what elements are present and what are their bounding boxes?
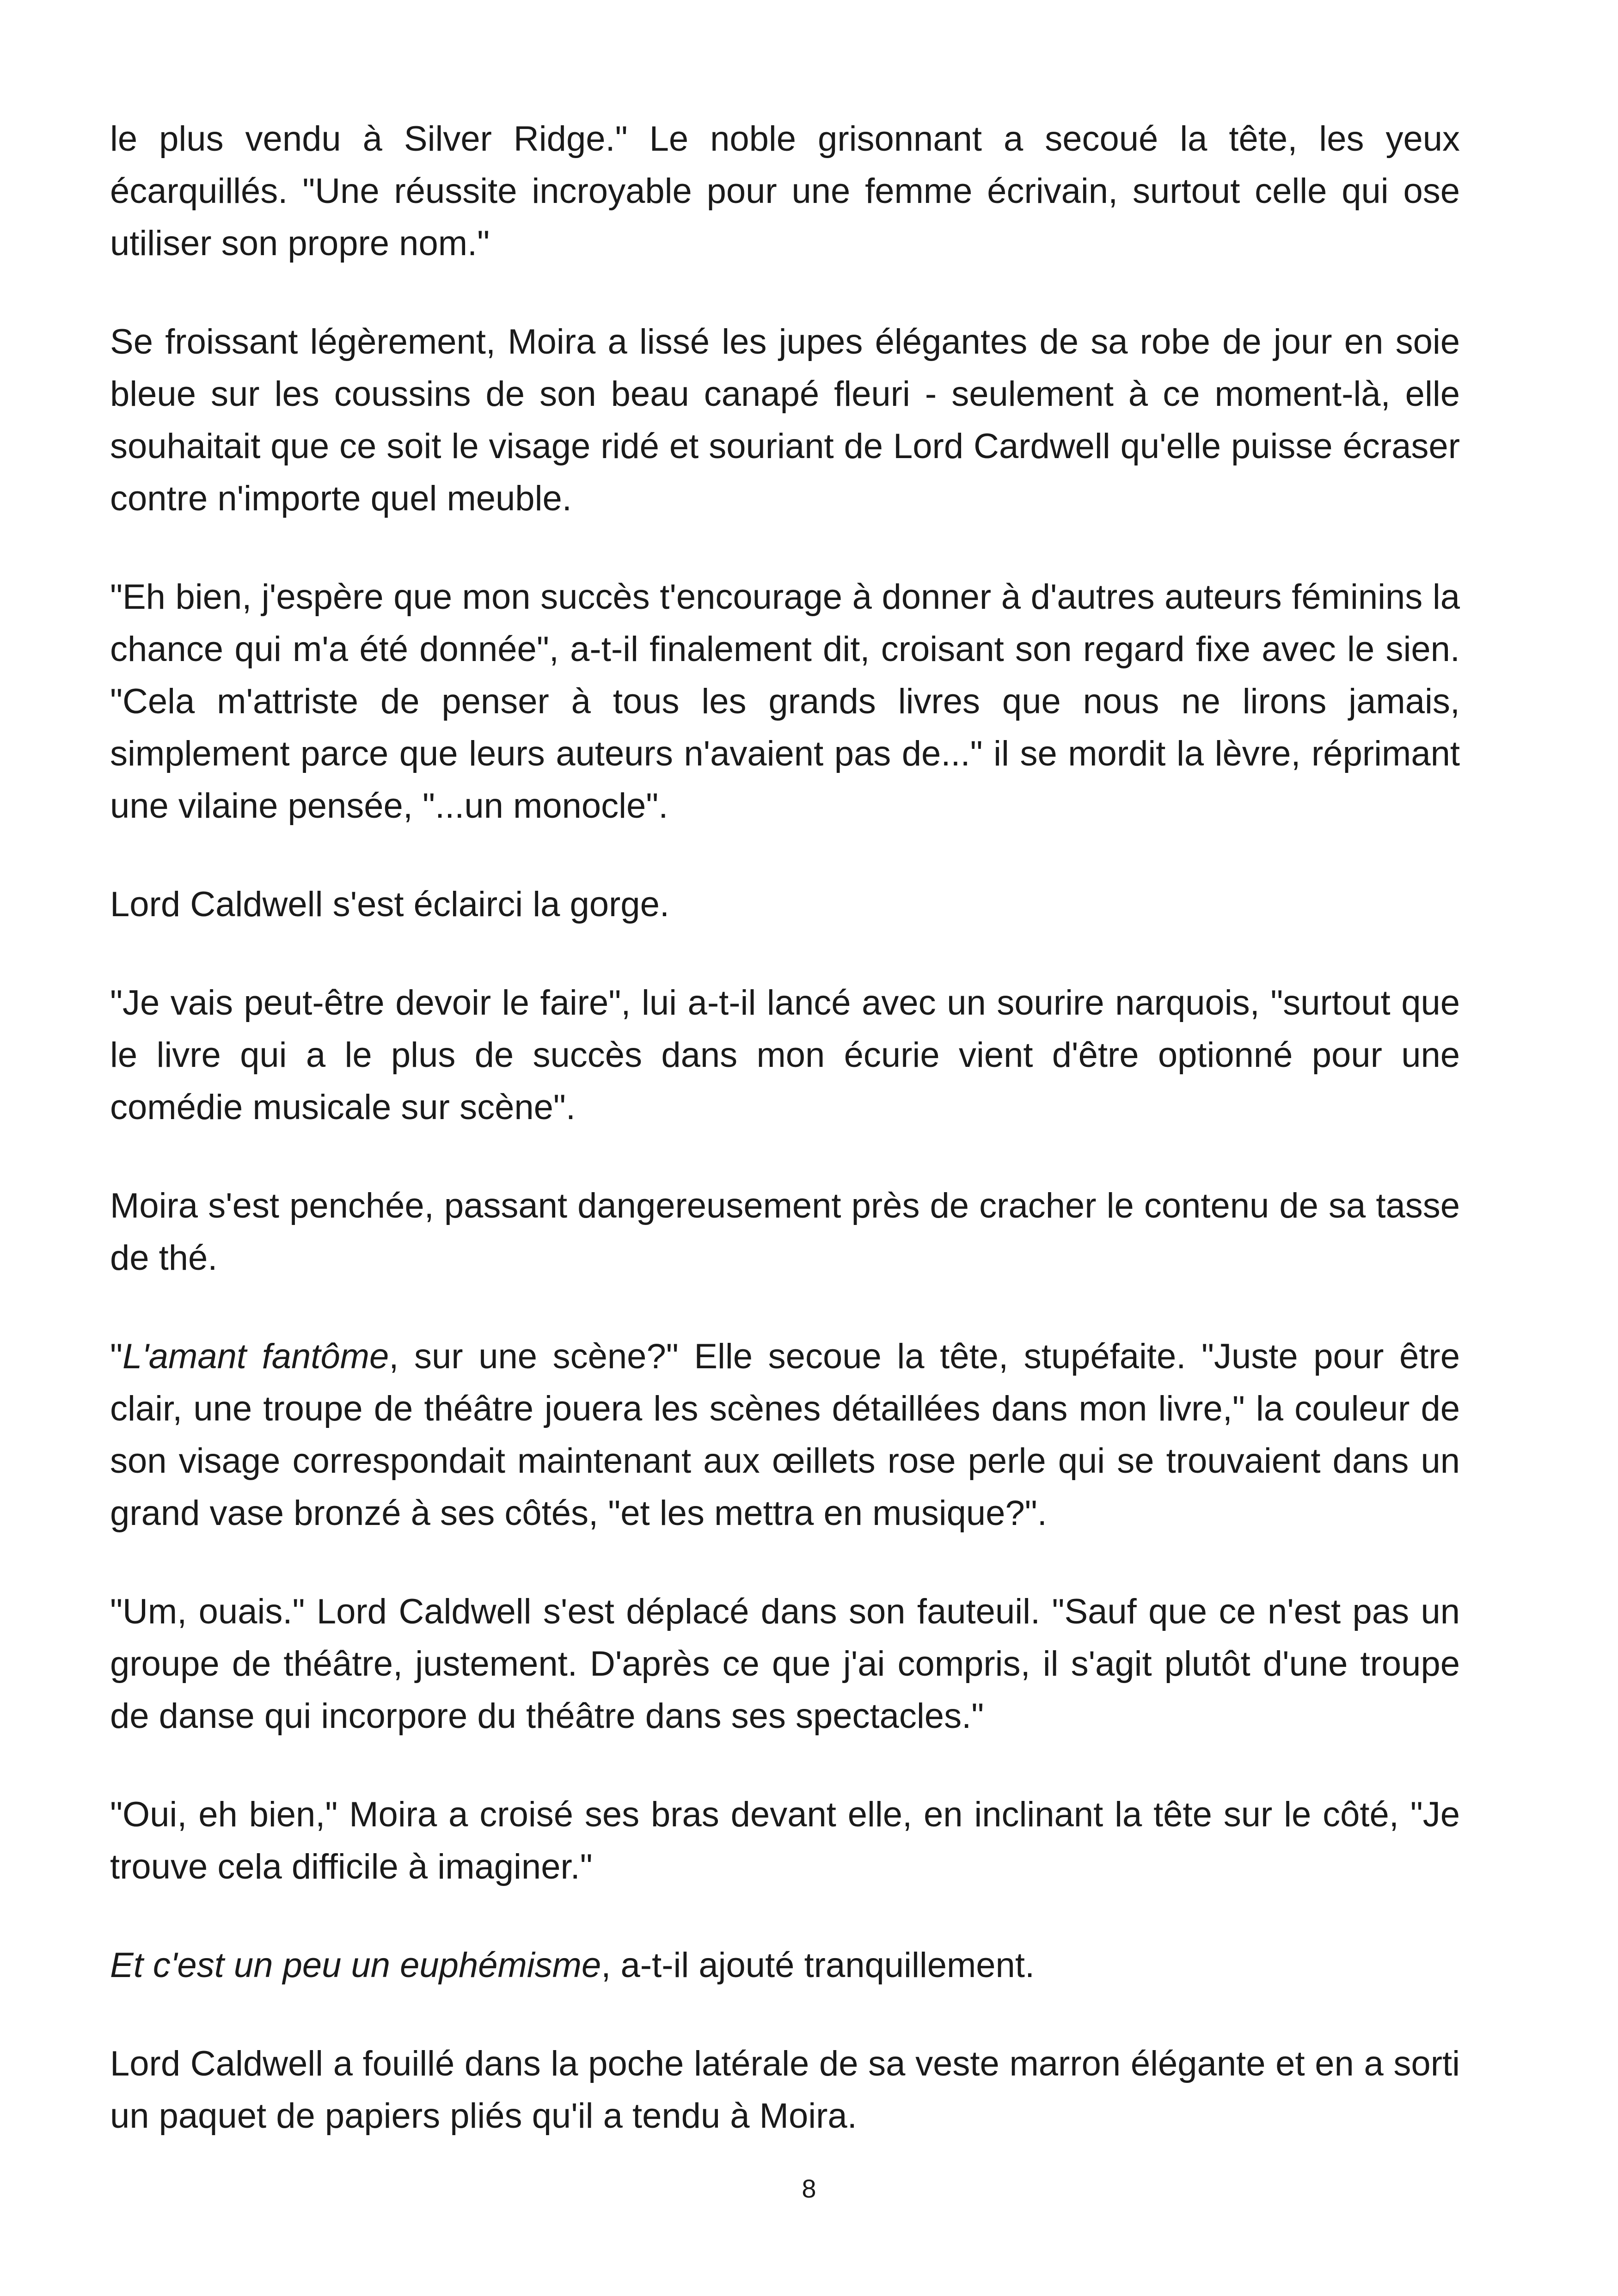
paragraph [110, 878, 1460, 931]
paragraph [110, 1180, 1460, 1284]
paragraph-text: le plus vendu à Silver Ridge." Le noble grisonnant a secoué la tête, les yeux écarquillés. "Une réussite incroyable pour une femme écrivain, surtout celle qui ose utiliser son propre nom." [110, 119, 1460, 263]
book-title: L'amant fantôme [122, 1337, 389, 1376]
paragraph-text: , sur une scène?" Elle secoue la tête, stupéfaite. "Juste pour être clair, une troupe de théâtre jouera les scènes détaillées dans mon livre," la couleur de son visage correspondait maintenant aux œillets rose perle qui se trouvaient dans un grand vase bronzé à ses côtés, "et les mettra en musique?". [110, 1337, 1460, 1533]
paragraph [110, 1330, 1460, 1539]
paragraph-text: "Oui, eh bien," Moira a croisé ses bras devant elle, en inclinant la tête sur le côté, "Je trouve cela difficile à imaginer." [110, 1795, 1460, 1886]
paragraph-text: "Je vais peut-être devoir le faire", lui a-t-il lancé avec un sourire narquois, "surtout que le livre qui a le plus de succès dans mon écurie vient d'être optionné pour une comédie musicale sur scène". [110, 983, 1460, 1127]
body-text [110, 113, 1460, 2188]
paragraph [110, 2038, 1460, 2142]
paragraph-text: , a-t-il ajouté tranquillement. [601, 1946, 1035, 1985]
paragraph [110, 571, 1460, 832]
page-number: 8 [802, 2174, 816, 2203]
paragraph-text: "Eh bien, j'espère que mon succès t'encourage à donner à d'autres auteurs féminins la chance qui m'a été donnée", a-t-il finalement dit, croisant son regard fixe avec le sien. "Cela m'attriste de penser à tous les grands livres que nous ne lirons jamais, simplement parce que leurs auteurs n'avaient pas de..." il se mordit la lèvre, réprimant une vilaine pensée, "...un monocle". [110, 577, 1460, 826]
paragraph-text: " [110, 1337, 123, 1376]
paragraph [110, 1939, 1460, 1991]
paragraph [110, 977, 1460, 1133]
paragraph [110, 316, 1460, 525]
paragraph-text: Se froissant légèrement, Moira a lissé les jupes élégantes de sa robe de jour en soie bleue sur les coussins de son beau canapé fleuri - seulement à ce moment-là, elle souhaitait que ce soit le visage ridé et souriant de Lord Cardwell qu'elle puisse écraser contre n'importe quel meuble. [110, 322, 1460, 518]
paragraph-text: "Um, ouais." Lord Caldwell s'est déplacé dans son fauteuil. "Sauf que ce n'est pas un groupe de théâtre, justement. D'après ce que j'ai compris, il s'agit plutôt d'une troupe de danse qui incorpore du théâtre dans ses spectacles." [110, 1592, 1460, 1736]
paragraph-text: Lord Caldwell a fouillé dans la poche latérale de sa veste marron élégante et en a sorti un paquet de papiers pliés qu'il a tendu à Moira. [110, 2044, 1460, 2136]
paragraph [110, 113, 1460, 269]
paragraph [110, 1788, 1460, 1893]
paragraph-text: Lord Caldwell s'est éclairci la gorge. [110, 885, 669, 924]
italic-thought: Et c'est un peu un euphémisme [110, 1946, 601, 1985]
paragraph-text: Moira s'est penchée, passant dangereusement près de cracher le contenu de sa tasse de thé. [110, 1186, 1460, 1278]
paragraph [110, 1586, 1460, 1742]
